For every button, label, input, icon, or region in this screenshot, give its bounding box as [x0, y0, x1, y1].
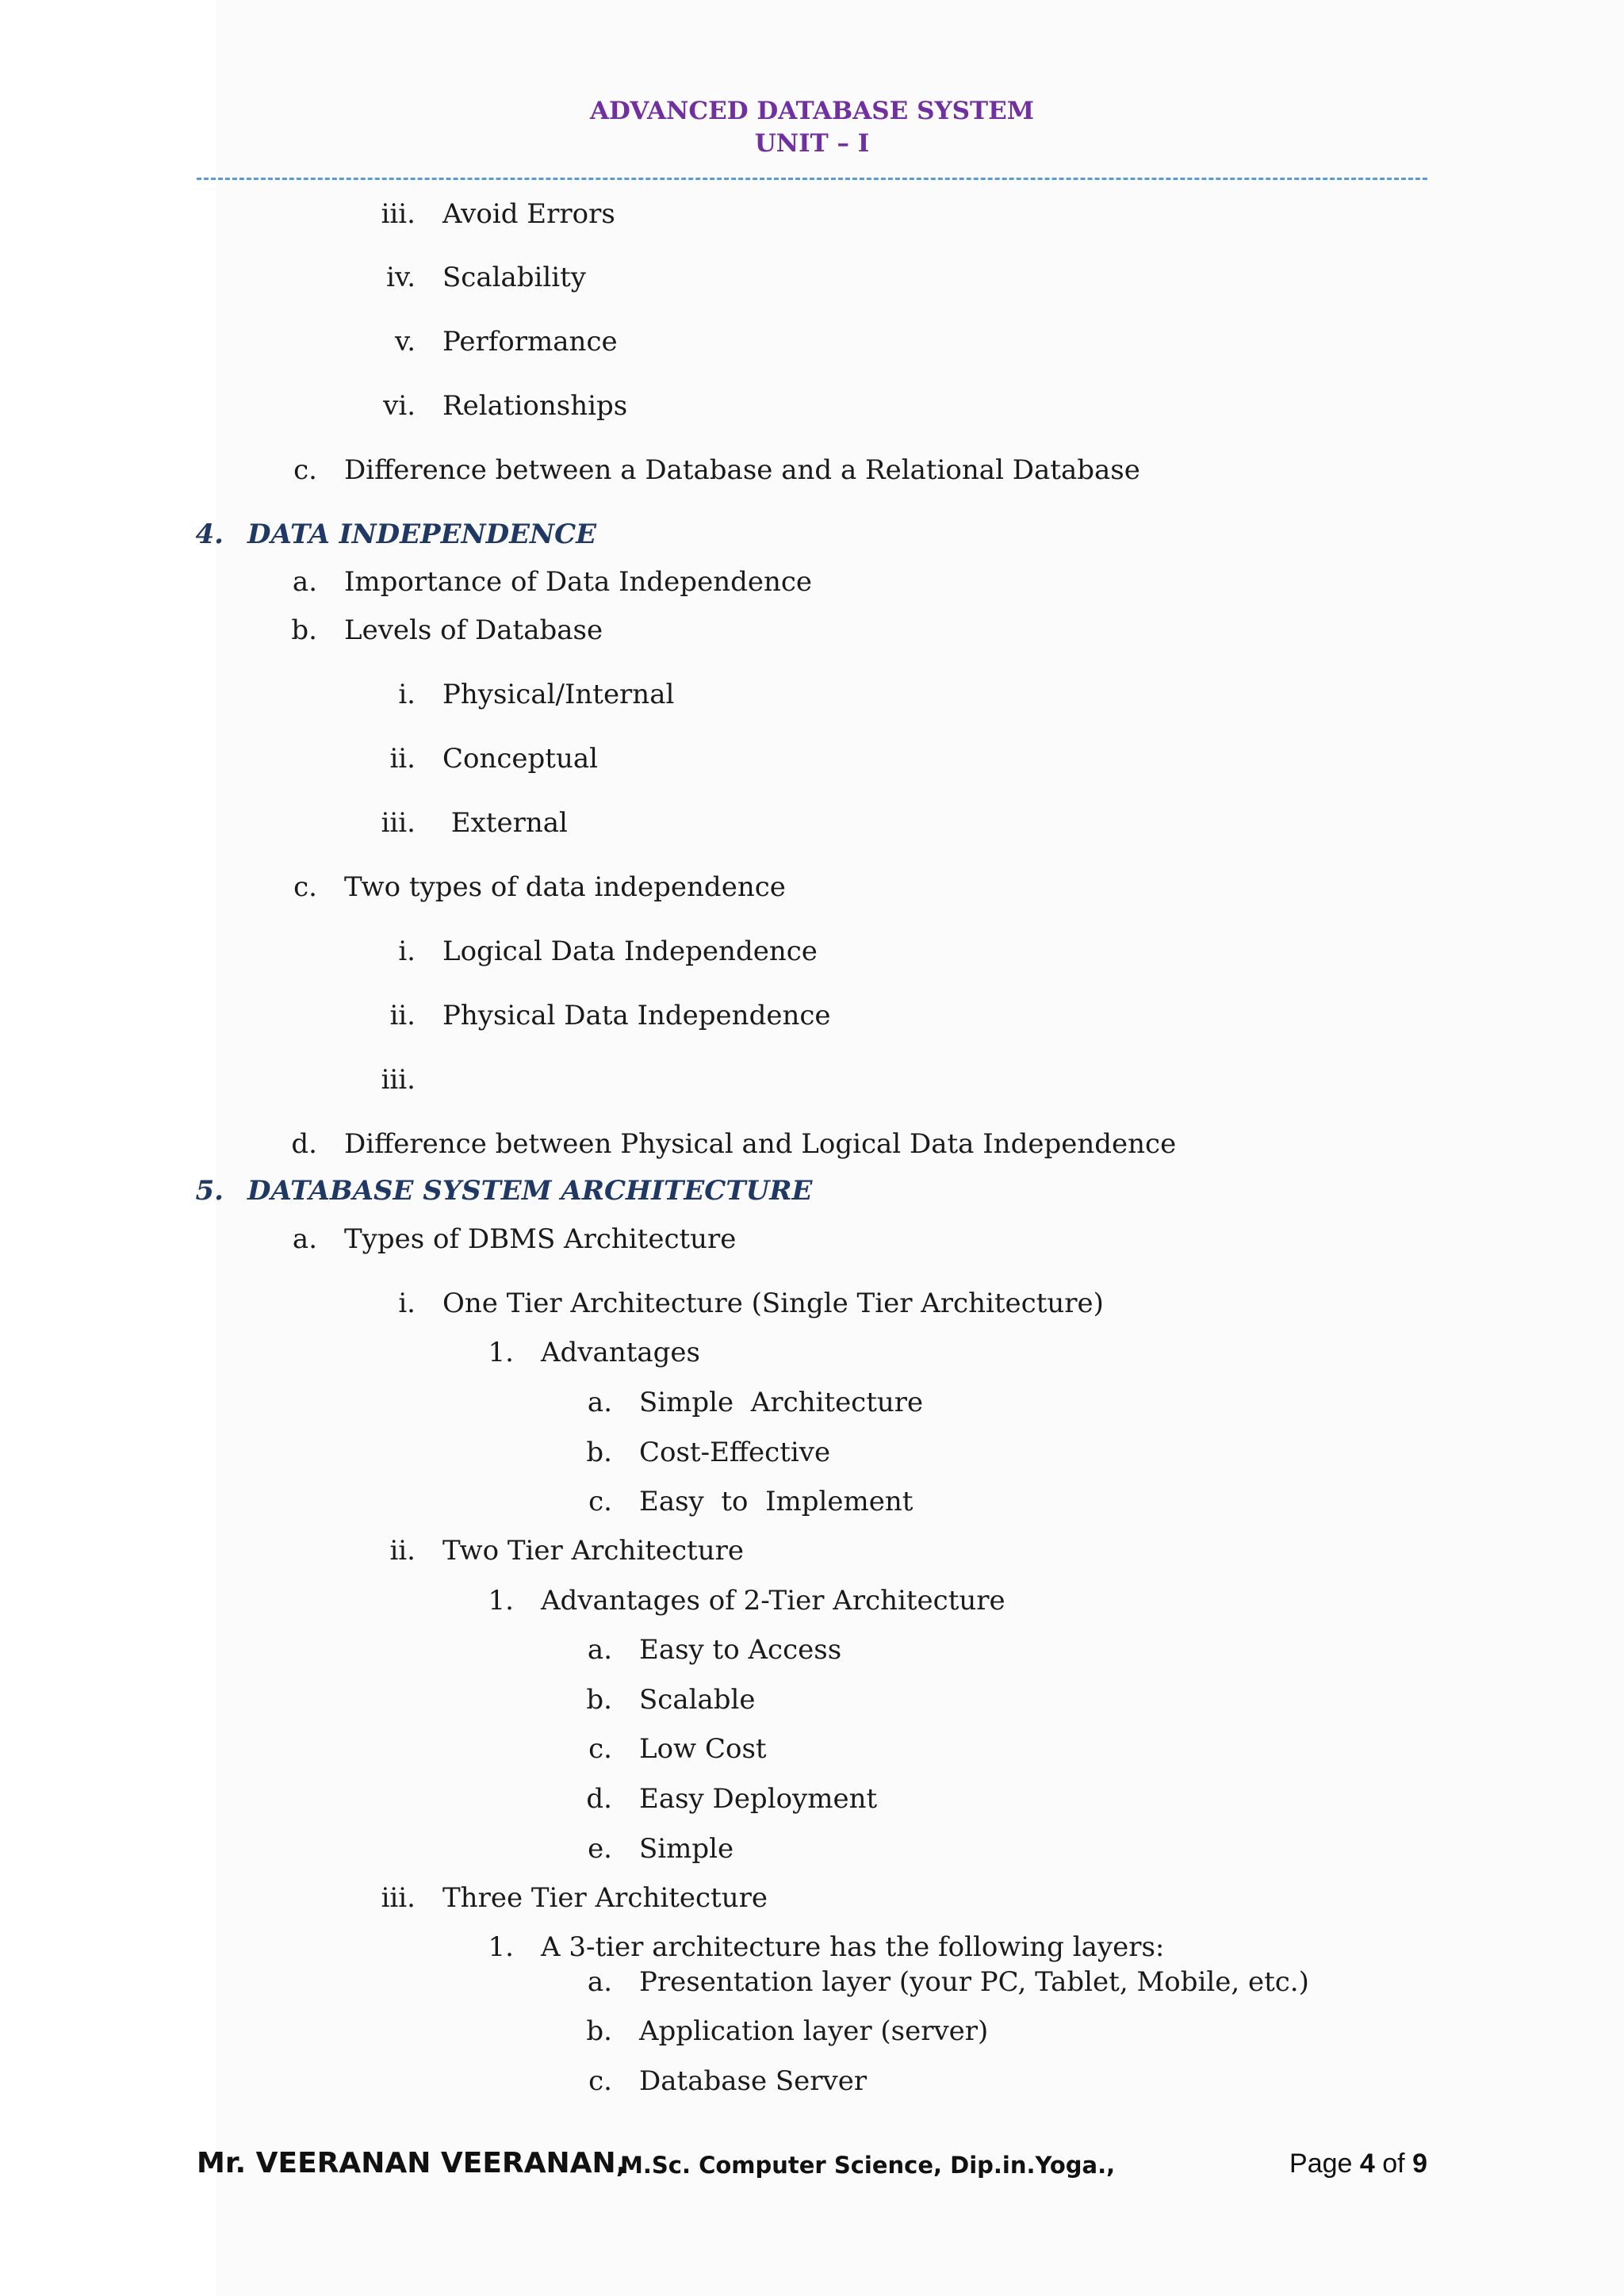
list-text: A 3-tier architecture has the following layers:	[541, 1931, 1165, 1963]
list-text: Easy Deployment	[639, 1783, 878, 1815]
list-marker: iii.	[381, 1882, 416, 1914]
list-text: Difference between a Database and a Relational Database	[344, 454, 1140, 486]
list-marker: e.	[588, 1833, 612, 1865]
page-label: Page	[1289, 2149, 1353, 2179]
list-marker: b.	[586, 1437, 612, 1468]
list-marker: a.	[292, 1223, 317, 1255]
list-marker: i.	[398, 1288, 416, 1319]
list-marker: a.	[587, 1966, 612, 1998]
list-marker: 1.	[488, 1585, 514, 1617]
list-text: DATA INDEPENDENCE	[247, 519, 597, 550]
list-marker: iii.	[381, 1064, 416, 1096]
page-number	[1289, 2149, 1427, 2179]
list-text: Scalability	[442, 262, 587, 293]
list-marker: c.	[588, 1486, 612, 1517]
list-text: Conceptual	[442, 743, 599, 775]
list-text: Easy to Implement	[639, 1486, 914, 1517]
list-marker: 5.	[195, 1175, 224, 1207]
list-marker: c.	[588, 2065, 612, 2097]
list-text: Two types of data independence	[344, 871, 786, 903]
list-marker: c.	[588, 1733, 612, 1765]
footer-credentials: M.Sc. Computer Science, Dip.in.Yoga.,	[620, 2152, 1116, 2179]
list-text: Easy to Access	[639, 1634, 842, 1666]
list-marker: ii.	[389, 1000, 416, 1031]
list-text: Simple Architecture	[639, 1387, 924, 1418]
list-text: Three Tier Architecture	[442, 1882, 768, 1914]
list-text: Levels of Database	[344, 614, 603, 646]
list-text: Avoid Errors	[442, 198, 615, 230]
list-marker: ii.	[389, 1535, 416, 1567]
list-marker: a.	[587, 1634, 612, 1666]
page-total: 9	[1412, 2149, 1427, 2179]
list-marker: 1.	[488, 1337, 514, 1368]
list-text: Advantages of 2-Tier Architecture	[541, 1585, 1005, 1617]
list-text: Advantages	[541, 1337, 700, 1368]
list-marker: a.	[292, 566, 317, 598]
header-divider	[197, 178, 1427, 180]
list-marker: iii.	[381, 807, 416, 839]
list-marker: c.	[293, 871, 317, 903]
list-marker: b.	[586, 1684, 612, 1716]
list-marker: b.	[586, 2015, 612, 2047]
list-text: Presentation layer (your PC, Tablet, Mobile, etc.)	[639, 1966, 1309, 1998]
list-text: External	[442, 807, 568, 839]
list-text: Types of DBMS Architecture	[344, 1223, 737, 1255]
list-marker: iii.	[381, 198, 416, 230]
list-text: Importance of Data Independence	[344, 566, 813, 598]
list-marker: iv.	[386, 262, 416, 293]
list-text: Cost-Effective	[639, 1437, 831, 1468]
list-text: Scalable	[639, 1684, 756, 1716]
list-text: Performance	[442, 326, 618, 358]
list-marker: d.	[291, 1128, 317, 1160]
page-current: 4	[1359, 2149, 1375, 2179]
list-text: Low Cost	[639, 1733, 767, 1765]
list-marker: 4.	[195, 519, 224, 550]
list-text: Logical Data Independence	[442, 936, 818, 967]
page-of: of	[1382, 2149, 1405, 2179]
list-marker: vi.	[383, 390, 416, 422]
list-text: Two Tier Architecture	[442, 1535, 744, 1567]
list-text: Physical Data Independence	[442, 1000, 831, 1031]
list-marker: ii.	[389, 743, 416, 775]
list-text: DATABASE SYSTEM ARCHITECTURE	[247, 1175, 813, 1207]
list-text: Simple	[639, 1833, 734, 1865]
document-title: ADVANCED DATABASE SYSTEM	[589, 97, 1035, 125]
list-marker: b.	[291, 614, 317, 646]
list-marker: v.	[395, 326, 416, 358]
list-marker: i.	[398, 936, 416, 967]
footer-author: Mr. VEERANAN VEERANAN,	[197, 2147, 627, 2179]
list-text: One Tier Architecture (Single Tier Architecture)	[442, 1288, 1104, 1319]
list-marker: 1.	[488, 1931, 514, 1963]
list-text: Difference between Physical and Logical Data Independence	[344, 1128, 1177, 1160]
list-marker: a.	[587, 1387, 612, 1418]
list-marker: c.	[293, 454, 317, 486]
list-text: Database Server	[639, 2065, 868, 2097]
unit-label: UNIT – I	[754, 129, 870, 158]
list-text: Relationships	[442, 390, 628, 422]
list-marker: i.	[398, 679, 416, 710]
list-marker: d.	[586, 1783, 612, 1815]
list-text: Physical/Internal	[442, 679, 675, 710]
list-text: Application layer (server)	[639, 2015, 989, 2047]
